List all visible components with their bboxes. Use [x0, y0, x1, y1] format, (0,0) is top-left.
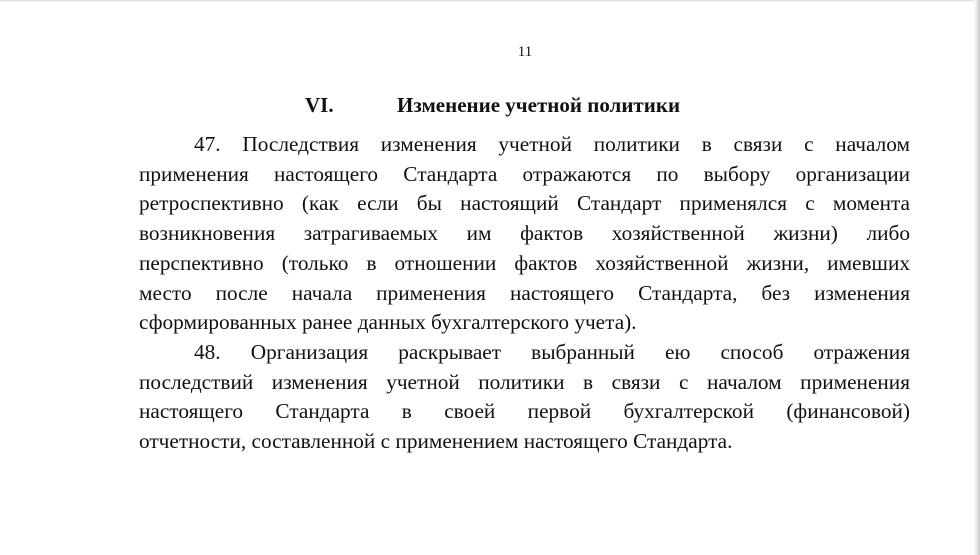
paragraph-line: последствий изменения учетной политики в связи с началом применения: [139, 369, 910, 394]
paragraph-line: 48. Организация раскрывает выбранный ею способ отражения: [194, 339, 910, 364]
paragraph-line: перспективно (только в отношении фактов хозяйственной жизни, имевших: [139, 250, 910, 275]
section-numeral: VI.: [305, 93, 334, 117]
scan-top-edge: [0, 0, 980, 2]
paragraph-line: ретроспективно (как если бы настоящий Стандарт применялся с момента: [139, 191, 910, 216]
paragraph-48: [139, 338, 910, 457]
paragraph-line: 47. Последствия изменения учетной политики в связи с началом: [194, 132, 910, 156]
paragraph-47: [139, 130, 910, 338]
paragraph-line: отчетности, составленной с применением настоящего Стандарта.: [139, 429, 733, 454]
section-title: Изменение учетной политики: [397, 93, 681, 117]
paragraph-line: применения настоящего Стандарта отражаются по выбору организации: [139, 161, 910, 186]
paragraph-line: возникновения затрагиваемых им фактов хозяйственной жизни) либо: [139, 221, 910, 246]
section-heading: [305, 92, 680, 118]
scan-right-edge: [974, 0, 980, 555]
paragraph-line: настоящего Стандарта в своей первой бухгалтерской (финансовой): [139, 399, 910, 424]
paragraph-line: сформированных ранее данных бухгалтерского учета).: [139, 310, 637, 335]
page-number: 11: [517, 44, 533, 60]
paragraph-line: место после начала применения настоящего Стандарта, без изменения: [139, 280, 910, 305]
body-text: [139, 130, 910, 457]
